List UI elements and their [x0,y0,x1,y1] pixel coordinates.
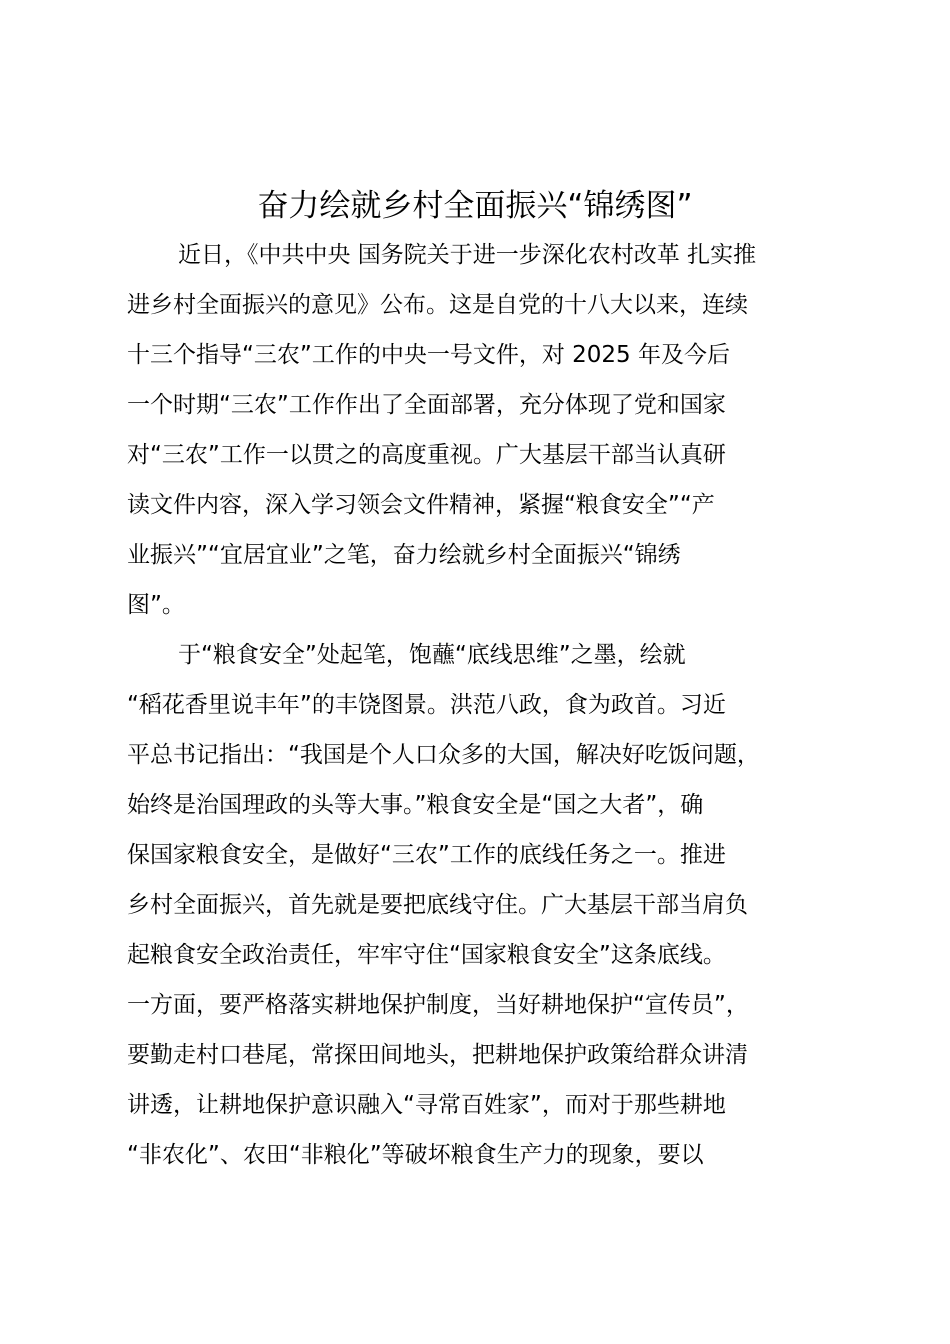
text-line: 近日，《中共中央 国务院关于进一步深化农村改革 扎实推 [178,242,757,268]
text-line: 一方面，要严格落实耕地保护制度，当好耕地保护“宣传员”， [127,992,749,1018]
document-title: 奋力绘就乡村全面振兴“锦绣图” [257,188,693,224]
text-line: 业振兴”“宜居宜业”之笔，奋力绘就乡村全面振兴“锦绣 [127,542,681,568]
text-line: 始终是治国理政的头等大事。”粮食安全是“国之大者”，确 [127,792,704,818]
text-line: 图”。 [127,592,185,618]
text-line: “非农化”、农田“非粮化”等破坏粮食生产力的现象，要以 [127,1142,704,1168]
text-line: 平总书记指出：“我国是个人口众多的大国，解决好吃饭问题， [127,742,760,768]
text-line: 保国家粮食安全，是做好“三农”工作的底线任务之一。推进 [127,842,726,868]
text-line: 进乡村全面振兴的意见》公布。这是自党的十八大以来，连续 [127,292,748,318]
text-line: 一个时期“三农”工作作出了全面部署，充分体现了党和国家 [127,392,726,418]
text-line: 十三个指导“三农”工作的中央一号文件，对 2025 年及今后 [127,342,730,368]
text-line: 讲透，让耕地保护意识融入“寻常百姓家”，而对于那些耕地 [127,1092,726,1118]
text-line: 读文件内容，深入学习领会文件精神，紧握“粮食安全”“产 [127,492,715,518]
text-line: 起粮食安全政治责任，牢牢守住“国家粮食安全”这条底线。 [127,942,726,968]
text-line: 要勤走村口巷尾，常探田间地头，把耕地保护政策给群众讲清 [127,1042,748,1068]
text-line: 乡村全面振兴，首先就是要把底线守住。广大基层干部当肩负 [127,892,748,918]
text-line: “稻花香里说丰年”的丰饶图景。洪范八政，食为政首。习近 [127,692,726,718]
text-line: 于“粮食安全”处起笔，饱蘸“底线思维”之墨，绘就 [178,642,686,668]
text-line: 对“三农”工作一以贯之的高度重视。广大基层干部当认真研 [127,442,726,468]
